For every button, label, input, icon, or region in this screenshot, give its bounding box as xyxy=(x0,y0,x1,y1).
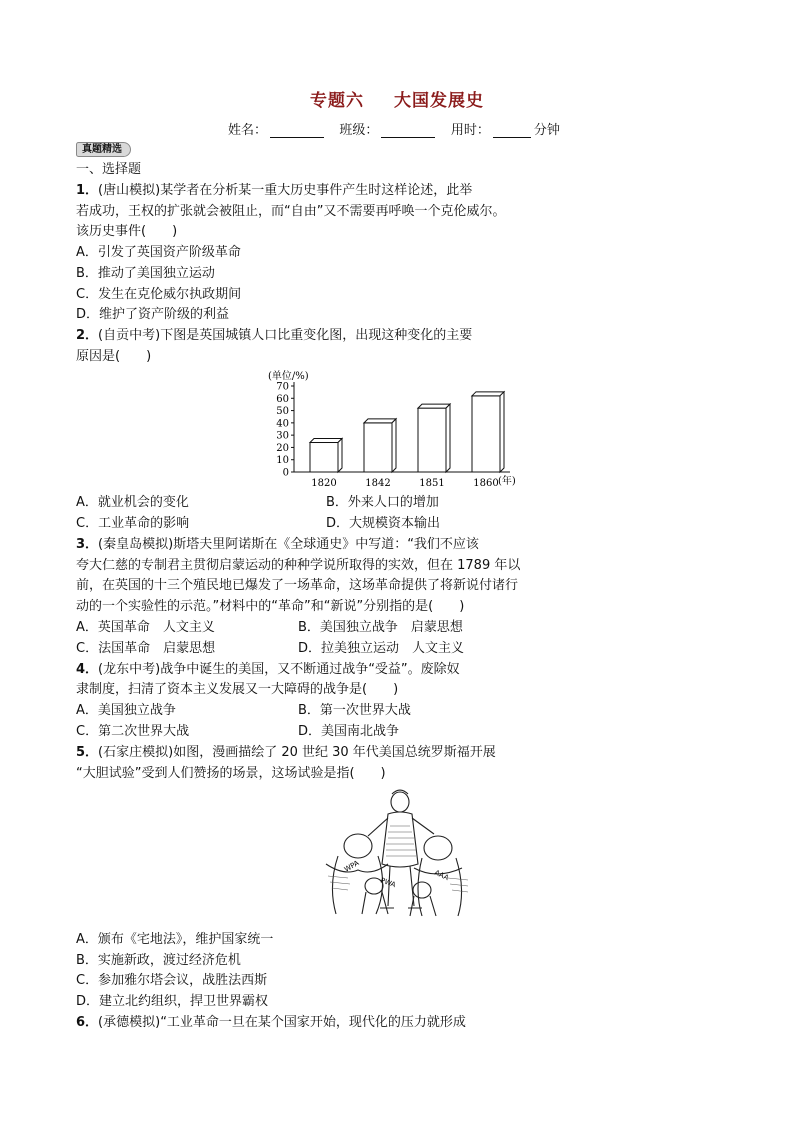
y-tick-label: 60 xyxy=(276,393,289,405)
worksheet-title xyxy=(0,86,794,111)
time-label: 用时： xyxy=(450,123,490,138)
question-1-line-1 xyxy=(76,183,472,199)
bar-1851 xyxy=(418,404,450,472)
question-1-option-b[interactable]: B．推动了美国独立运动 xyxy=(76,266,215,281)
question-2-option-a[interactable]: A．就业机会的变化 xyxy=(76,495,189,510)
question-3-option-b[interactable]: B．美国独立战争 启蒙思想 xyxy=(298,620,463,635)
class-label: 班级： xyxy=(339,123,379,138)
question-number: 2． xyxy=(76,328,99,343)
question-4-option-b[interactable]: B．第一次世界大战 xyxy=(298,703,411,718)
bar-side xyxy=(500,392,504,472)
y-tick-label: 30 xyxy=(276,430,289,442)
bar-top xyxy=(364,419,396,423)
question-3-line-1 xyxy=(76,537,479,553)
cartoon-label-pwa: PWA xyxy=(379,876,397,890)
question-2-line-2: 原因是( ) xyxy=(76,349,152,364)
y-tick-label: 40 xyxy=(276,418,289,430)
urban-population-bar-chart xyxy=(260,366,522,490)
section-tag: 真题精选 xyxy=(76,142,131,157)
question-number: 6． xyxy=(76,1015,99,1030)
class-blank[interactable] xyxy=(381,123,435,138)
y-tick-label: 10 xyxy=(276,455,289,467)
question-number: 1． xyxy=(76,183,99,198)
question-3-line-2: 夸大仁慈的专制君主贯彻启蒙运动的种种学说所取得的实效，但在 1789 年以 xyxy=(76,558,521,573)
question-4-option-c[interactable]: C．第二次世界大战 xyxy=(76,724,190,739)
question-5-option-c[interactable]: C．参加雅尔塔会议，战胜法西斯 xyxy=(76,973,268,988)
chart-x-unit: (年) xyxy=(498,476,516,487)
bar-side xyxy=(338,439,342,472)
x-tick-label: 1860 xyxy=(473,478,499,489)
question-3-line-3: 前，在英国的十三个殖民地已爆发了一场革命，这场革命提供了将新说付诸行 xyxy=(76,578,519,593)
question-1-option-a[interactable]: A．引发了英国资产阶级革命 xyxy=(76,245,241,260)
question-text: (承德模拟)“工业革命一旦在某个国家开始，现代化的压力就形成 xyxy=(98,1015,466,1030)
bar-top xyxy=(310,439,342,443)
bar-top xyxy=(472,392,504,396)
question-2-line-1 xyxy=(76,328,472,344)
time-blank[interactable] xyxy=(493,123,531,138)
bar-front xyxy=(310,443,338,472)
question-5-line-1 xyxy=(76,745,496,761)
question-text: (唐山模拟)某学者在分析某一重大历史事件产生时这样论述，此举 xyxy=(98,183,473,198)
question-text: (自贡中考)下图是英国城镇人口比重变化图，出现这种变化的主要 xyxy=(98,328,473,343)
question-1-option-d[interactable]: D．维护了资产阶级的利益 xyxy=(76,307,230,322)
bar-1842 xyxy=(364,419,396,472)
question-4-option-a[interactable]: A．美国独立战争 xyxy=(76,703,176,718)
question-text: (龙东中考)战争中诞生的美国，又不断通过战争“受益”。废除奴 xyxy=(98,662,460,677)
question-2-option-d[interactable]: D．大规模资本输出 xyxy=(326,516,441,531)
x-tick-label: 1820 xyxy=(311,478,337,489)
chart-unit-label: (单位/%) xyxy=(268,371,309,382)
minutes-label: 分钟 xyxy=(533,123,560,138)
question-4-line-2: 隶制度，扫清了资本主义发展又一大障碍的战争是( ) xyxy=(76,682,399,697)
question-2-option-b[interactable]: B．外来人口的增加 xyxy=(326,495,439,510)
bar-1860 xyxy=(472,392,504,472)
question-1-line-2: 若成功，王权的扩张就会被阻止，而“自由”又不需要再呼唤一个克伦威尔。 xyxy=(76,204,506,219)
question-5-line-2: “大胆试验”受到人们赞扬的场景，这场试验是指( ) xyxy=(76,766,386,781)
question-text: (石家庄模拟)如图，漫画描绘了 20 世纪 30 年代美国总统罗斯福开展 xyxy=(98,745,496,760)
question-number: 3． xyxy=(76,537,99,552)
student-info-line xyxy=(228,119,560,138)
bar-front xyxy=(418,408,446,472)
question-1-line-3: 该历史事件( ) xyxy=(76,224,178,239)
question-2-option-c[interactable]: C．工业革命的影响 xyxy=(76,516,190,531)
bar-top xyxy=(418,404,450,408)
y-tick-label: 0 xyxy=(282,467,289,479)
name-blank[interactable] xyxy=(270,123,324,138)
question-3-line-4: 动的一个实验性的示范。”材料中的“革命”和“新说”分别指的是( ) xyxy=(76,599,465,614)
cartoon-label-aaa: AAA xyxy=(433,868,450,883)
cartoon-label-wpa: WPA xyxy=(343,859,361,874)
y-tick-label: 70 xyxy=(276,381,289,393)
bar-front xyxy=(364,423,392,472)
bar-front xyxy=(472,396,500,472)
title-subject: 大国发展史 xyxy=(394,91,484,111)
question-5-option-a[interactable]: A．颁布《宅地法》，维护国家统一 xyxy=(76,932,274,947)
name-label: 姓名： xyxy=(228,123,268,138)
question-number: 5． xyxy=(76,745,99,760)
question-1-option-c[interactable]: C．发生在克伦威尔执政期间 xyxy=(76,287,242,302)
question-6-line-1 xyxy=(76,1015,466,1031)
roosevelt-new-deal-cartoon xyxy=(318,786,482,924)
bar-side xyxy=(392,419,396,472)
question-3-option-d[interactable]: D．拉美独立运动 人文主义 xyxy=(298,641,465,656)
question-4-line-1 xyxy=(76,662,460,678)
question-text: (秦皇岛模拟)斯塔夫里阿诺斯在《全球通史》中写道：“我们不应该 xyxy=(98,537,479,552)
question-4-option-d[interactable]: D．美国南北战争 xyxy=(298,724,400,739)
question-3-option-c[interactable]: C．法国革命 启蒙思想 xyxy=(76,641,216,656)
y-tick-label: 50 xyxy=(276,406,289,418)
bar-1820 xyxy=(310,439,342,472)
x-tick-label: 1851 xyxy=(419,478,445,489)
x-tick-label: 1842 xyxy=(365,478,391,489)
question-5-option-b[interactable]: B．实施新政，渡过经济危机 xyxy=(76,953,241,968)
y-tick-label: 20 xyxy=(276,442,289,454)
question-5-option-d[interactable]: D．建立北约组织，捍卫世界霸权 xyxy=(76,994,269,1009)
section-heading: 一、选择题 xyxy=(76,162,142,177)
title-topic: 专题六 xyxy=(310,91,364,111)
bar-side xyxy=(446,404,450,472)
question-number: 4． xyxy=(76,662,99,677)
question-3-option-a[interactable]: A．英国革命 人文主义 xyxy=(76,620,215,635)
